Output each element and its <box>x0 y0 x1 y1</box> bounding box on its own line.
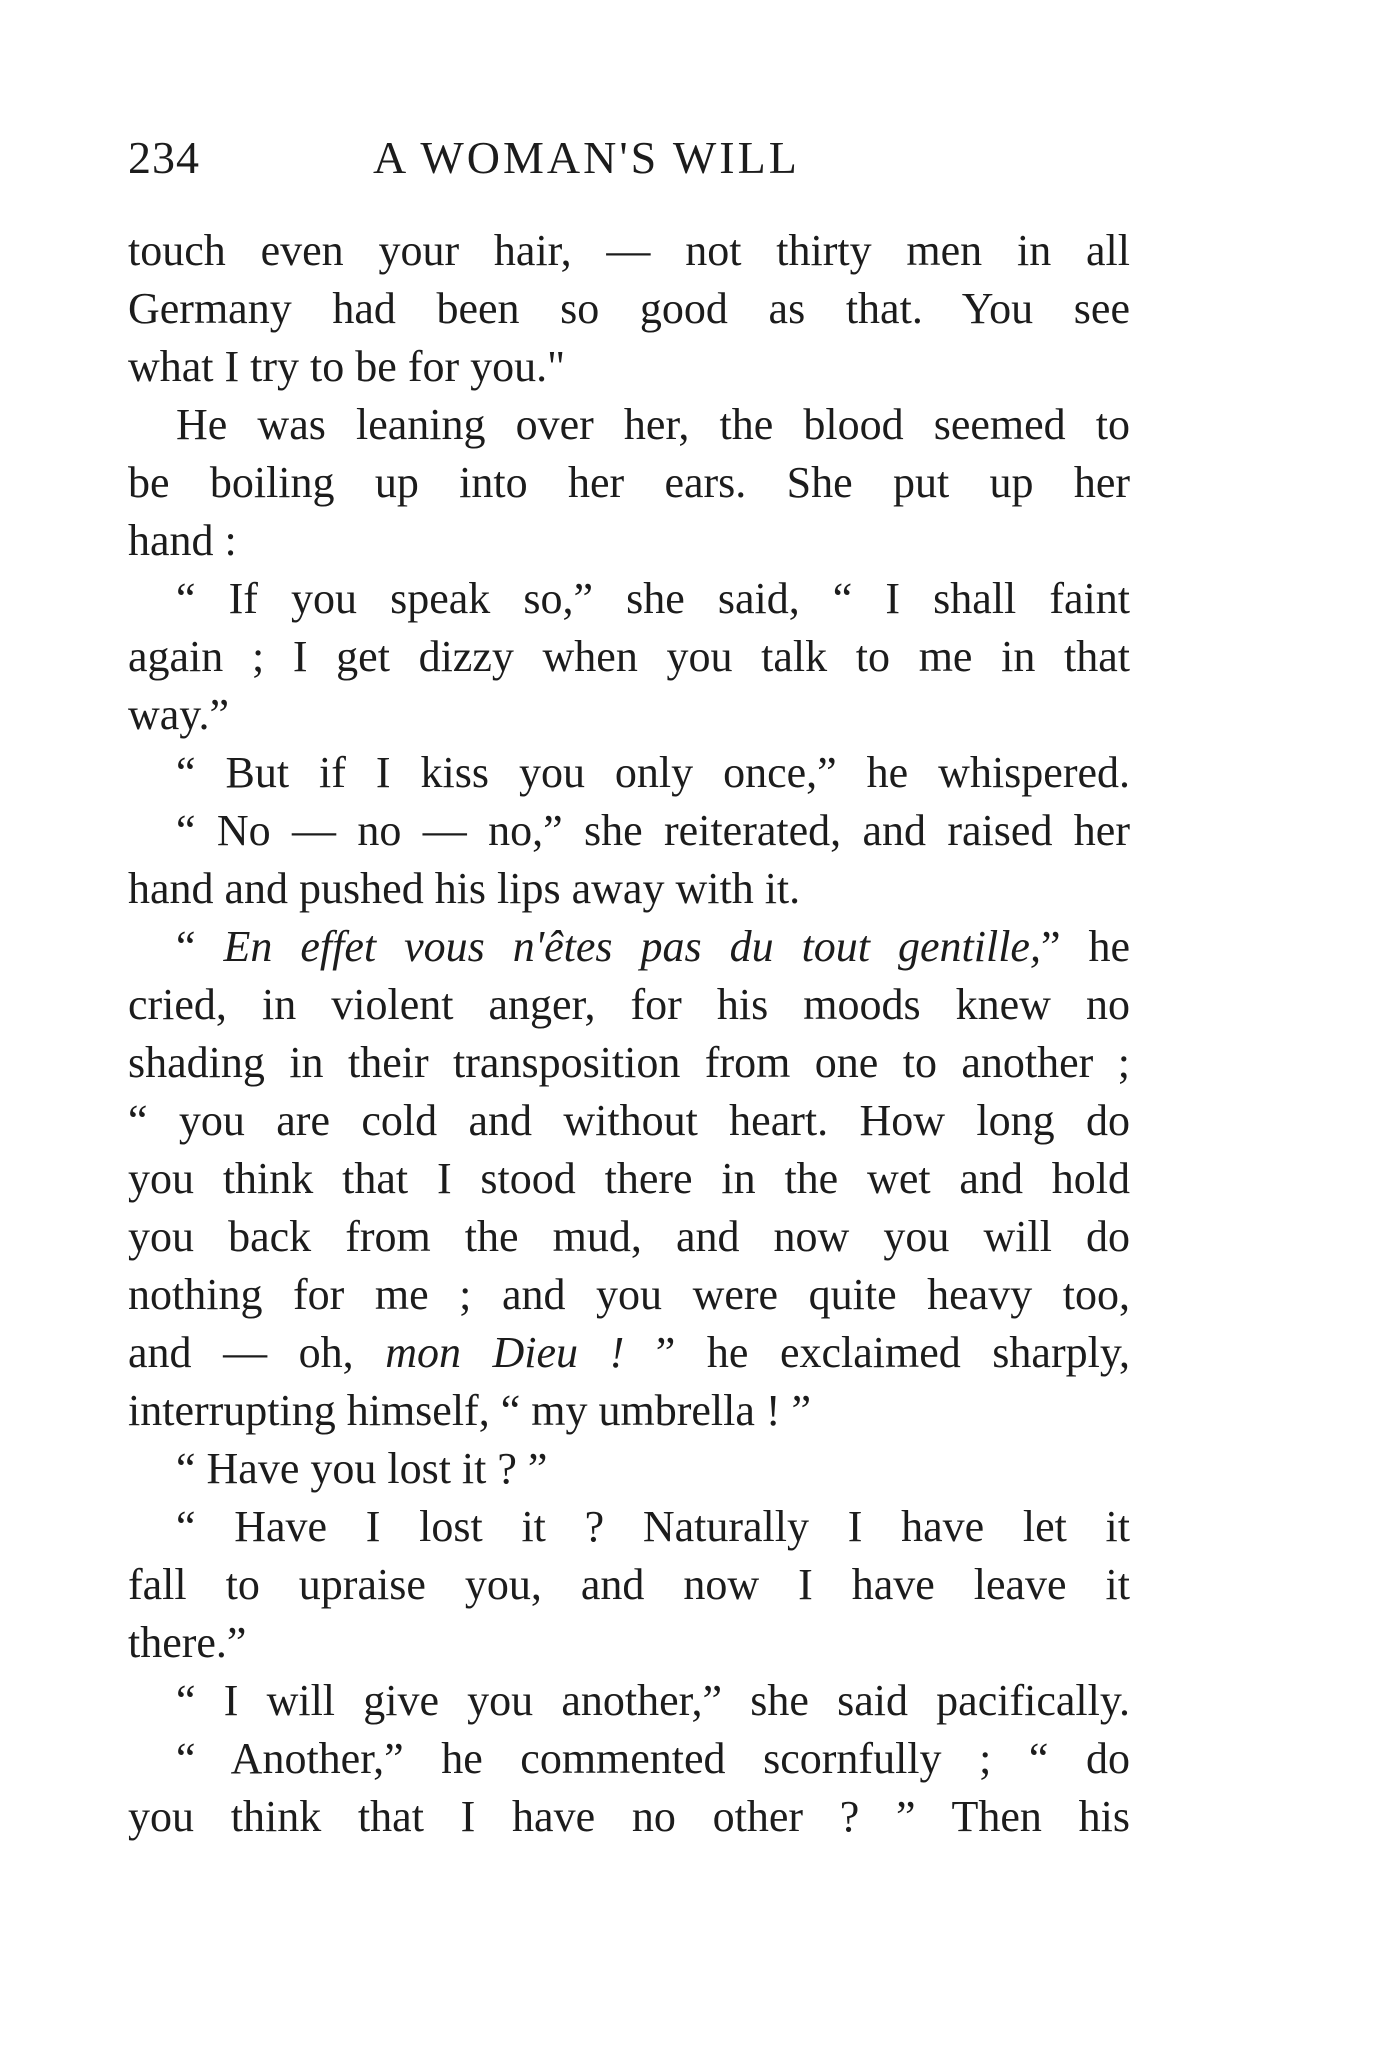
text-line: hand and pushed his lips away with it. <box>128 864 801 913</box>
text-line: way.” <box>128 690 229 739</box>
text-line: “ Have you lost it ? ” <box>176 1444 548 1493</box>
text-line: “ But if I kiss you only once,” he whispered. <box>176 748 1130 797</box>
french-phrase: mon Dieu ! <box>385 1328 625 1377</box>
text-line: “ En effet vous n'êtes pas du tout gentille,” he <box>176 922 1131 971</box>
text-line: again ; I get dizzy when you talk to me in that <box>128 632 1130 681</box>
text-line: you think that I stood there in the wet and hold <box>128 1154 1130 1203</box>
text-line: you back from the mud, and now you will do <box>128 1212 1130 1261</box>
running-head <box>128 128 1130 188</box>
text-line: “ I will give you another,” she said pacifically. <box>176 1676 1130 1725</box>
text-line: there.” <box>128 1618 247 1667</box>
text-line: touch even your hair, — not thirty men in all <box>128 226 1130 275</box>
page-number: 234 <box>128 132 200 183</box>
text-line: and — oh, mon Dieu ! ” he exclaimed sharply, <box>128 1328 1130 1377</box>
text-line: fall to upraise you, and now I have leave it <box>128 1560 1130 1609</box>
text-line: cried, in violent anger, for his moods knew no <box>128 980 1130 1029</box>
text-line: Germany had been so good as that. You see <box>128 284 1130 333</box>
french-phrase: En effet vous n'êtes pas du tout gentille, <box>223 922 1041 971</box>
text-line: “ Have I lost it ? Naturally I have let it <box>176 1502 1130 1551</box>
text-line: “ Another,” he commented scornfully ; “ do <box>176 1734 1130 1783</box>
text-line: He was leaning over her, the blood seemed to <box>176 400 1130 449</box>
text-line: hand : <box>128 516 237 565</box>
body-text <box>128 222 1130 1846</box>
book-title: A WOMAN'S WILL <box>373 132 800 183</box>
text-line: “ If you speak so,” she said, “ I shall faint <box>176 574 1130 623</box>
text-line: “ No — no — no,” she reiterated, and raised her <box>176 806 1130 855</box>
text-line: be boiling up into her ears. She put up her <box>128 458 1130 507</box>
text-line: “ you are cold and without heart. How long do <box>128 1096 1130 1145</box>
book-page <box>128 0 1130 2053</box>
text-line: shading in their transposition from one to another ; <box>128 1038 1130 1087</box>
text-line: interrupting himself, “ my umbrella ! ” <box>128 1386 812 1435</box>
text-line: you think that I have no other ? ” Then his <box>128 1792 1130 1841</box>
text-line: what I try to be for you." <box>128 342 566 391</box>
text-line: nothing for me ; and you were quite heavy too, <box>128 1270 1130 1319</box>
